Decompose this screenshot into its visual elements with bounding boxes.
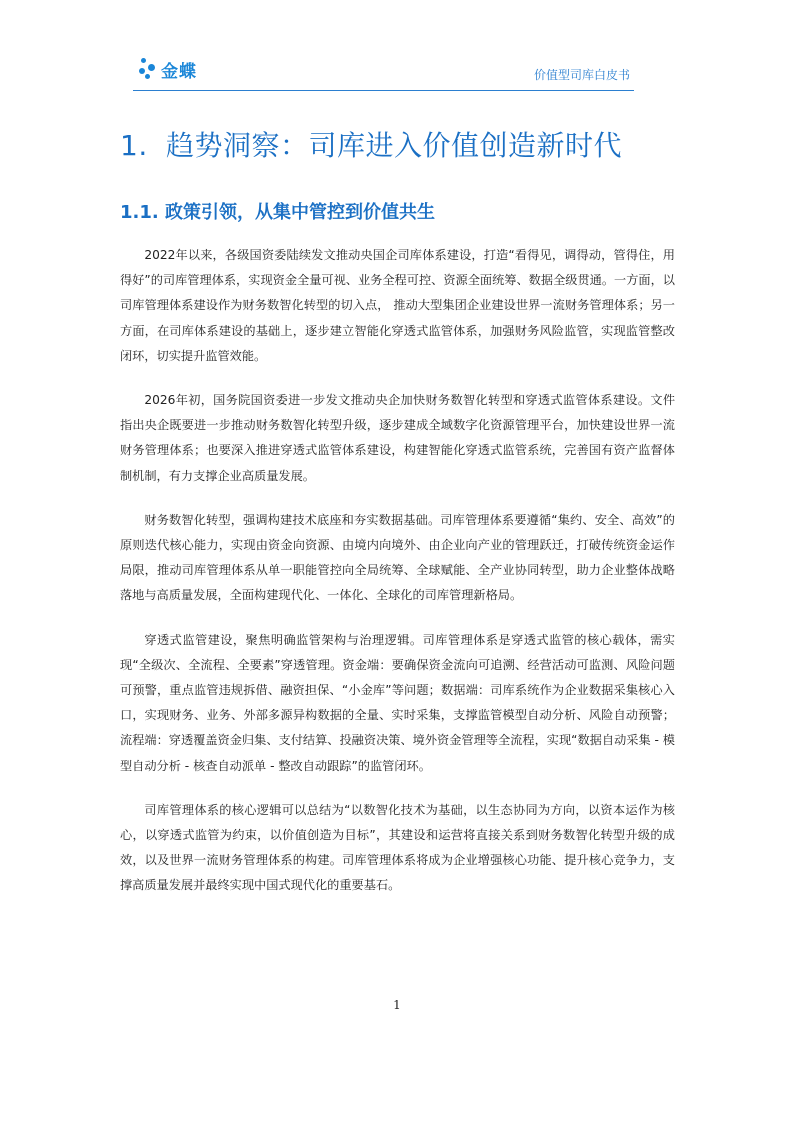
paragraph: 穿透式监管建设，聚焦明确监管架构与治理逻辑。司库管理体系是穿透式监管的核心载体，需实现“全级次、全流程、全要素”穿透管理。资金端：要确保资金流向可追溯、经营活动可监测、风险问题可预警，重点监管违规拆借、融资担保、“小金库”等问题；数据端：司库系统作为企业数据采集核心入口，实现财务、业务、外部多源异构数据的全量、实时采集，支撑监管模型自动分析、风险自动预警；流程端：穿透覆盖资金归集、支付结算、投融资决策、境外资金管理等全流程，实现“数据自动采集 - 模型自动分析 - 核查自动派单 - 整改自动跟踪”的监管闭环。 [120,632,675,773]
paragraph: 2022年以来，各级国资委陆续发文推动央国企司库体系建设，打造“看得见，调得动，管得住，用得好”的司库管理体系，实现资金全量可视、业务全程可控、资源全面统筹、数据全级贯通。一方面，以司库管理体系建设作为财务数智化转型的切入点， 推动大型集团企业建设世界一流财务管理体系；另一方面，在司库体系建设的基础上，逐步建立智能化穿透式监管体系，加强财务风险监管，实现监管整改闭环，切实提升监管效能。 [120,248,675,363]
document-title: 价值型司库白皮书 [533,68,630,82]
section-heading: 1.1. 政策引领，从集中管控到价值共生 [120,202,435,223]
paragraph: 财务数智化转型，强调构建技术底座和夯实数据基础。司库管理体系要遵循“集约、安全、高效”的原则迭代核心能力，实现由资金向资源、由境内向境外、由企业向产业的管理跃迁，打破传统资金运作局限，推动司库管理体系从单一职能管控向全局统筹、全球赋能、全产业协同转型，助力企业整体战略落地与高质量发展，全面构建现代化、一体化、全球化的司库管理新格局。 [120,512,675,603]
chapter-number: 1. [120,129,148,162]
chapter-heading [120,124,622,164]
paragraph: 2026年初，国务院国资委进一步发文推动央企加快财务数智化转型和穿透式监管体系建设。文件指出央企既要进一步推动财务数智化转型升级，逐步建成全域数字化资源管理平台，加快建设世界一流财务管理体系；也要深入推进穿透式监管体系建设，构建智能化穿透式监管系统，完善国有资产监督体制机制，有力支撑企业高质量发展。 [120,393,675,483]
page-header [133,52,634,91]
logo-text: 金蝶 [161,61,197,82]
paragraph: 司库管理体系的核心逻辑可以总结为“以数智化技术为基础，以生态协同为方向，以资本运作为核心，以穿透式监管为约束，以价值创造为目标”，其建设和运营将直接关系到财务数智化转型升级的成效，以及世界一流财务管理体系的构建。司库管理体系将成为企业增强核心功能、提升核心竞争力，支撑高质量发展并最终实现中国式现代化的重要基石。 [120,802,675,893]
body-text [120,243,675,918]
chapter-title: 趋势洞察：司库进入价值创造新时代 [166,129,623,162]
page-number: 1 [393,998,401,1012]
logo-dots-icon [137,57,157,81]
brand-logo [137,56,197,82]
